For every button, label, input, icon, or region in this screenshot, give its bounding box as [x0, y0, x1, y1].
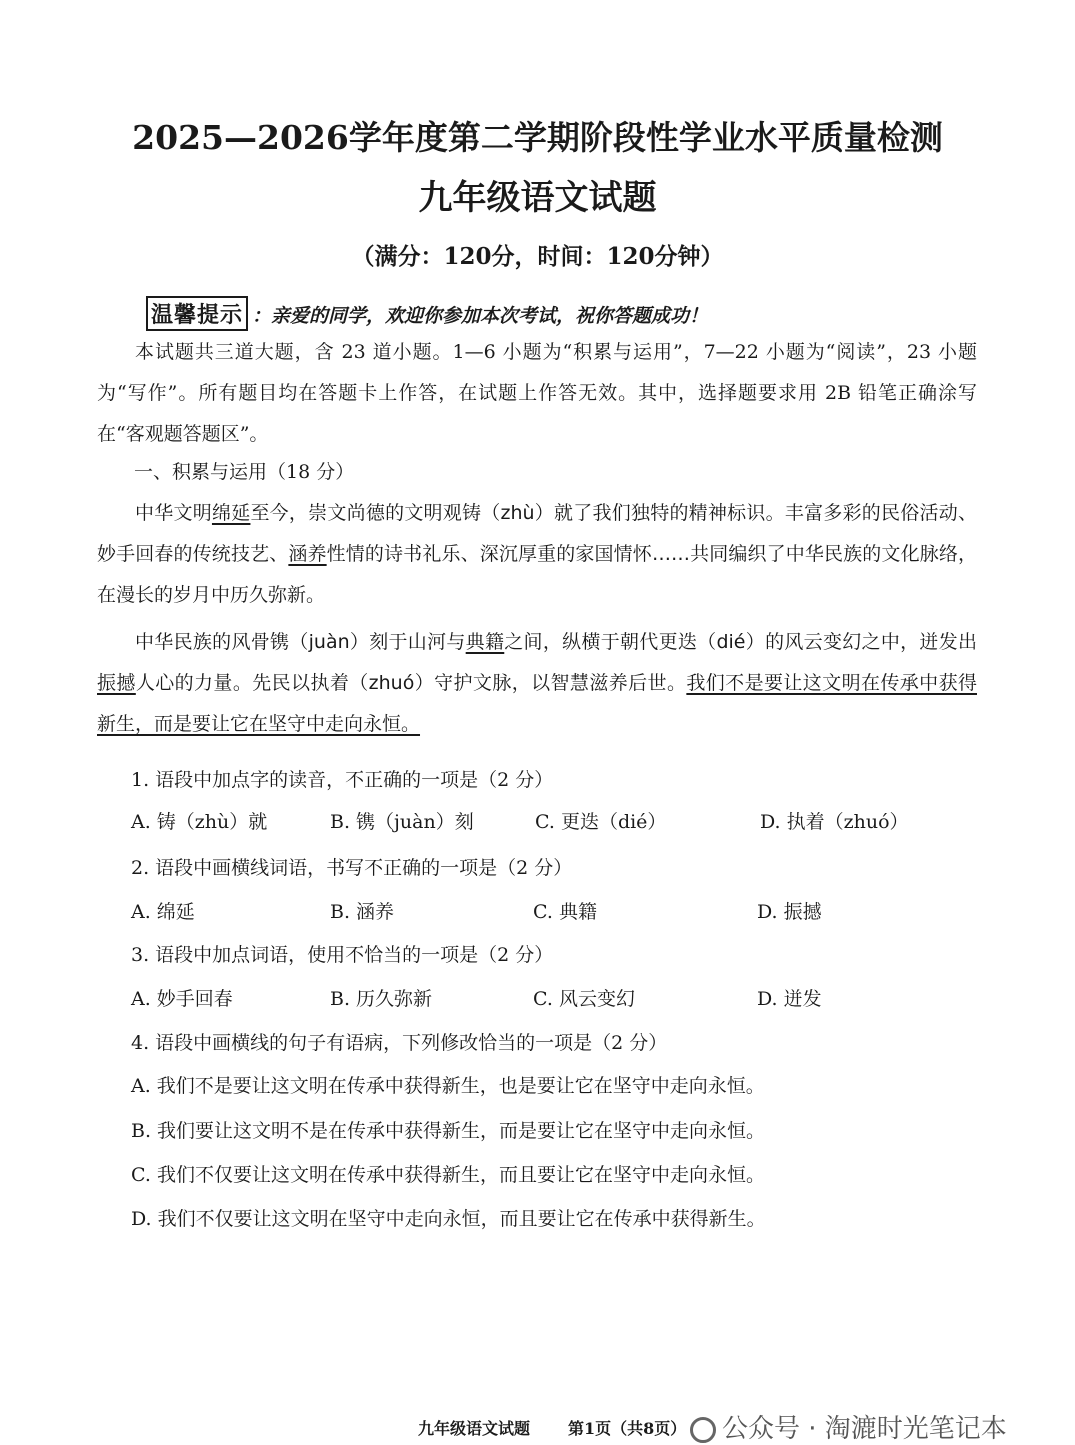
warm-tip-text: ：亲爱的同学，欢迎你参加本次考试，祝你答题成功！	[252, 305, 709, 327]
question-4-option-a: A. 我们不是要让这文明在传承中获得新生，也是要让它在坚守中走向永恒。	[131, 1075, 765, 1097]
underlined-word: 绵延	[211, 502, 251, 524]
question-3-option-b: B. 历久弥新	[330, 988, 433, 1010]
question-2-option-b: B. 涵养	[330, 901, 395, 923]
exam-title: 2025—2026学年度第二学期阶段性学业水平质量检测	[132, 118, 943, 157]
question-2-option-d: D. 振撼	[757, 901, 822, 923]
passage-paragraph-2	[97, 622, 977, 745]
footer-subject: 九年级语文试题	[418, 1419, 531, 1438]
question-1-option-c: C. 更迭（dié）	[535, 811, 667, 833]
passage-text: 之间，纵横于朝代更迭（dié）的风云变幻之中，迸发出	[504, 631, 977, 653]
question-2-stem: 2. 语段中画横线词语，书写不正确的一项是（2 分）	[131, 857, 573, 879]
passage-text: 人心的力量。先民以执着（zhuó）守护文脉，以智慧滋养后世。	[135, 672, 687, 694]
question-1-option-b: B. 镌（juàn）刻	[330, 811, 474, 833]
underlined-word: 典籍	[465, 631, 505, 653]
underlined-word: 涵养	[288, 543, 327, 565]
warm-tip	[146, 296, 708, 331]
question-4-option-b: B. 我们要让这文明不是在传承中获得新生，而是要让它在坚守中走向永恒。	[131, 1120, 766, 1142]
warm-tip-label: 温馨提示	[146, 296, 248, 331]
question-4-option-c: C. 我们不仅要让这文明在传承中获得新生，而且要让它在坚守中走向永恒。	[131, 1164, 765, 1186]
exam-instructions: 本试题共三道大题，含 23 道小题。1—6 小题为“积累与运用”，7—22 小题为“阅读”，23 小题为“写作”。所有题目均在答题卡上作答，在试题上作答无效。其中，选择题要求用 2B 铅笔正确涂写在“客观题答题区”。	[97, 341, 977, 445]
passage-text: 性情的诗书礼乐、深沉厚重的家国情怀……共同编织了中华民族的文化脉络，在漫长的岁月中历久弥新。	[97, 543, 977, 606]
footer-page-number: 第1页（共8页）	[568, 1419, 687, 1438]
question-4-option-d: D. 我们不仅要让这文明在坚守中走向永恒，而且要让它在传承中获得新生。	[131, 1208, 766, 1230]
passage-paragraph-1	[97, 493, 977, 616]
question-1-option-d: D. 执着（zhuó）	[760, 811, 909, 833]
exam-score-time: （满分：120分，时间：120分钟）	[351, 243, 724, 270]
passage-text: 至今，崇文尚德的文明观铸（zhù）就了我们独特的精神标识。丰富多彩的民俗活动、妙手回春的传统技艺、	[97, 502, 977, 565]
section-heading: 一、积累与运用（18 分）	[134, 461, 355, 483]
question-2-option-a: A. 绵延	[131, 901, 195, 923]
exam-subject-title: 九年级语文试题	[418, 178, 657, 218]
underlined-sentence: 我们不是要让这文明在传承中获得新生，而是要让它在坚守中走向永恒。	[97, 672, 977, 735]
question-3-option-d: D. 迸发	[757, 988, 822, 1010]
question-3-stem: 3. 语段中加点词语，使用不恰当的一项是（2 分）	[131, 944, 554, 966]
watermark-text: 公众号 · 淘漉时光笔记本	[722, 1414, 1007, 1444]
wechat-icon	[690, 1417, 716, 1443]
underlined-word: 振撼	[97, 672, 136, 694]
watermark	[690, 1408, 1007, 1445]
passage-text: 中华民族的风骨镌（juàn）刻于山河与	[135, 631, 466, 653]
question-2-option-c: C. 典籍	[533, 901, 597, 923]
question-1-option-a: A. 铸（zhù）就	[131, 811, 268, 833]
passage-text: 中华文明	[135, 502, 212, 524]
question-3-option-c: C. 风云变幻	[533, 988, 635, 1010]
question-3-option-a: A. 妙手回春	[131, 988, 233, 1010]
question-1-stem: 1. 语段中加点字的读音，不正确的一项是（2 分）	[131, 769, 554, 791]
question-4-stem: 4. 语段中画横线的句子有语病，下列修改恰当的一项是（2 分）	[131, 1032, 668, 1054]
